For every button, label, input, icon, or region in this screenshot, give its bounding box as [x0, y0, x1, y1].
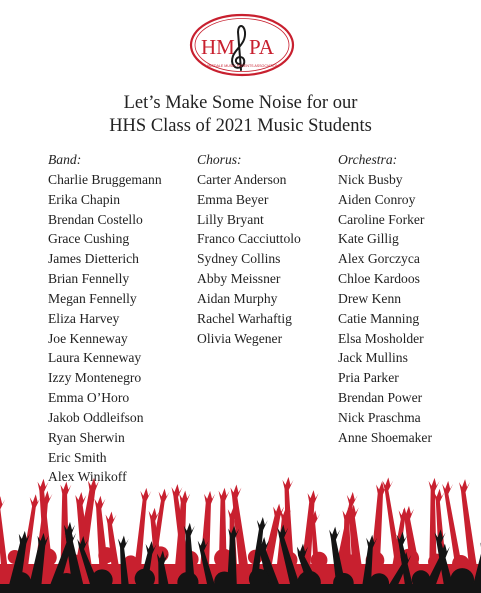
name-item: Joe Kenneway [48, 330, 128, 346]
name-item: Aiden Conroy [338, 191, 416, 207]
orchestra-name-list [338, 170, 432, 448]
name-item: Alex Winikoff [48, 469, 127, 485]
name-item: Brendan Costello [48, 211, 143, 227]
name-item: Grace Cushing [48, 231, 130, 247]
name-item: Abby Meissner [197, 271, 281, 287]
name-item: Nick Busby [338, 172, 403, 187]
name-item: Aidan Murphy [197, 290, 278, 306]
name-item: Alex Gorczyca [338, 251, 420, 267]
name-item: Megan Fennelly [48, 290, 137, 306]
logo-text-right: PA [249, 35, 274, 59]
logo-subtext: HINSDALE MUSIC PARENTS ASSOCIATION [205, 64, 279, 68]
name-item: Carter Anderson [197, 172, 287, 187]
name-item: Erika Chapin [48, 191, 121, 207]
name-item: Jakob Oddleifson [48, 409, 144, 425]
name-item: Charlie Bruggemann [48, 172, 162, 187]
band-column [48, 150, 162, 487]
name-item: Anne Shoemaker [338, 429, 432, 445]
crowd-silhouette-graphic [0, 474, 481, 593]
name-item: Olivia Wegener [197, 330, 283, 346]
name-item: Eric Smith [48, 449, 107, 465]
name-item: Lilly Bryant [197, 211, 264, 227]
name-item: Franco Cacciuttolo [197, 231, 301, 247]
band-title: Band: [48, 152, 82, 167]
orchestra-title: Orchestra: [338, 152, 398, 167]
name-item: Pria Parker [338, 370, 399, 386]
logo-text-left: HM [201, 35, 235, 59]
chorus-name-list [197, 170, 301, 348]
name-item: Caroline Forker [338, 211, 425, 227]
name-item: Brendan Power [338, 390, 423, 406]
chorus-title: Chorus: [197, 152, 242, 167]
name-item: Catie Manning [338, 310, 420, 326]
name-item: Kate Gillig [338, 231, 399, 247]
heading-line-2: HHS Class of 2021 Music Students [109, 116, 372, 136]
name-item: Drew Kenn [338, 290, 402, 306]
name-item: Laura Kenneway [48, 350, 142, 366]
name-item: Izzy Montenegro [48, 370, 142, 386]
band-name-list [48, 170, 162, 487]
name-item: Eliza Harvey [48, 310, 120, 326]
orchestra-column [338, 150, 432, 448]
name-item: Emma O’Horo [48, 390, 130, 406]
name-item: James Dietterich [48, 251, 139, 267]
heading-line-1: Let’s Make Some Noise for our [123, 93, 358, 113]
hmpa-logo [188, 12, 296, 78]
name-item: Emma Beyer [197, 191, 269, 207]
name-item: Ryan Sherwin [48, 429, 125, 445]
name-item: Chloe Kardoos [338, 271, 420, 287]
name-item: Nick Praschma [338, 409, 421, 425]
name-item: Brian Fennelly [48, 271, 130, 287]
name-item: Jack Mullins [338, 350, 408, 366]
name-item: Rachel Warhaftig [197, 310, 292, 326]
chorus-column [197, 150, 301, 348]
name-item: Sydney Collins [197, 251, 281, 267]
name-item: Elsa Mosholder [338, 330, 424, 346]
page-heading [0, 92, 481, 138]
